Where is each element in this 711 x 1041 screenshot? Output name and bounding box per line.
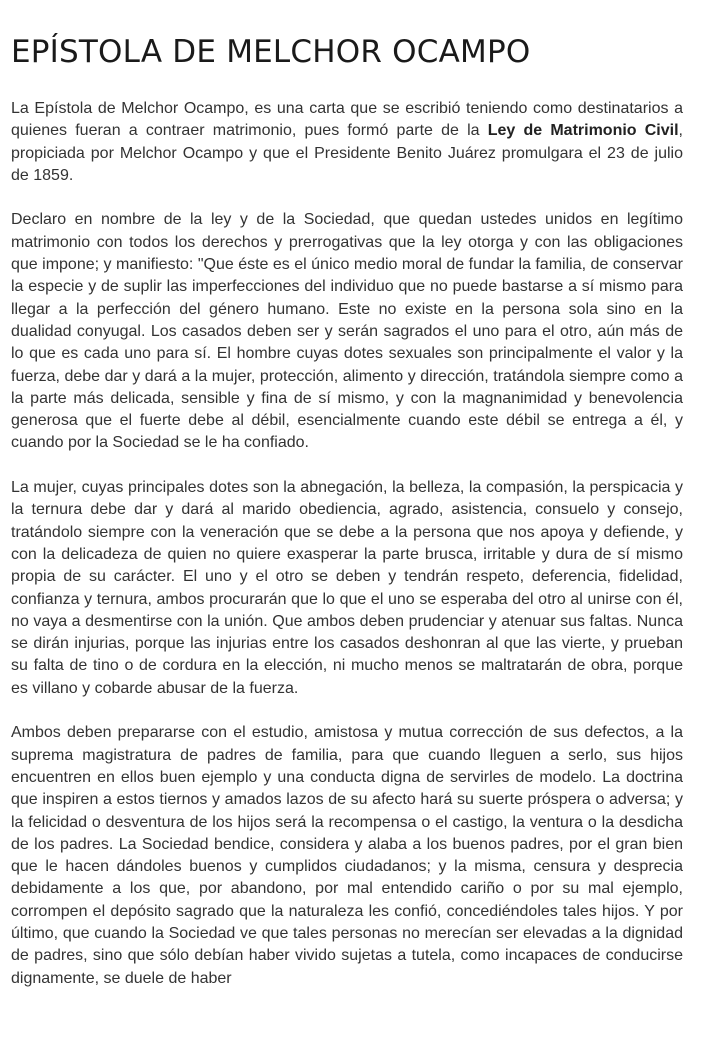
- page-title: EPÍSTOLA DE MELCHOR OCAMPO: [11, 34, 531, 70]
- document-page: [11, 0, 683, 990]
- intro-text-after: , propiciada por Melchor Ocampo y que el Presidente Benito Juárez promulgara el 23 de julio de 1859.: [11, 122, 683, 184]
- law-name-bold: Ley de Matrimonio Civil: [487, 122, 679, 140]
- epistle-paragraph-1: Declaro en nombre de la ley y de la Sociedad, que quedan ustedes unidos en legítimo matrimonio con todos los derechos y prerrogativas que la ley otorga y con las obligaciones que impone; y manifiesto: "Que éste es el único medio moral de fundar la familia, de conservar la especie y de suplir las imperfecciones del individuo que no puede bastarse a sí mismo para llegar a la perfección del género humano. Este no existe en la persona sola sino en la dualidad conyugal. Los casados deben ser y serán sagrados el uno para el otro, aún más de lo que es cada uno para sí. El hombre cuyas dotes sexuales son principalmente el valor y la fuerza, debe dar y dará a la mujer, protección, alimento y dirección, tratándola siempre como a la parte más delicada, sensible y fina de sí mismo, y con la magnanimidad y benevolencia generosa que el fuerte debe al débil, esencialmente cuando este débil se entrega a él, y cuando por la Sociedad se le ha confiado.: [11, 211, 683, 452]
- intro-text-before: La Epístola de Melchor Ocampo, es una carta que se escribió teniendo como destinatarios a quienes fueran a contraer matrimonio, pues formó parte de la: [11, 100, 683, 140]
- epistle-paragraph-2: La mujer, cuyas principales dotes son la abnegación, la belleza, la compasión, la perspicacia y la ternura debe dar y dará al marido obediencia, agrado, asistencia, consuelo y consejo, tratándolo siempre con la veneración que se debe a la persona que nos apoya y defiende, y con la delicadeza de quien no quiere exasperar la parte brusca, irritable y dura de sí mismo propia de su carácter. El uno y el otro se deben y tendrán respeto, deferencia, fidelidad, confianza y ternura, ambos procurarán que lo que el uno se esperaba del otro al unirse con él, no vaya a desmentirse con la unión. Que ambos deben prudenciar y atenuar sus faltas. Nunca se dirán injurias, porque las injurias entre los casados deshonran al que las vierte, y prueban su falta de tino o de cordura en la elección, ni mucho menos se maltratarán de obra, porque es villano y cobarde abusar de la fuerza.: [11, 479, 683, 697]
- intro-paragraph: [11, 98, 683, 187]
- epistle-paragraph-3: Ambos deben prepararse con el estudio, amistosa y mutua corrección de sus defectos, a la suprema magistratura de padres de familia, para que cuando lleguen a serlo, sus hijos encuentren en ellos buen ejemplo y una conducta digna de servirles de modelo. La doctrina que inspiren a estos tiernos y amados lazos de su afecto hará su suerte próspera o adversa; y la felicidad o desventura de los hijos será la recompensa o el castigo, la ventura o la desdicha de los padres. La Sociedad bendice, considera y alaba a los buenos padres, por el gran bien que le hacen dándoles buenos y cumplidos ciudadanos; y la misma, censura y desprecia debidamente a los que, por abandono, por mal entendido cariño o por su mal ejemplo, corrompen el depósito sagrado que la naturaleza les confió, concediéndoles tales hijos. Y por último, que cuando la Sociedad ve que tales personas no merecían ser elevadas a la dignidad de padres, sino que sólo debían haber vivido sujetas a tutela, como incapaces de conducirse dignamente, se duele de haber: [11, 724, 683, 987]
